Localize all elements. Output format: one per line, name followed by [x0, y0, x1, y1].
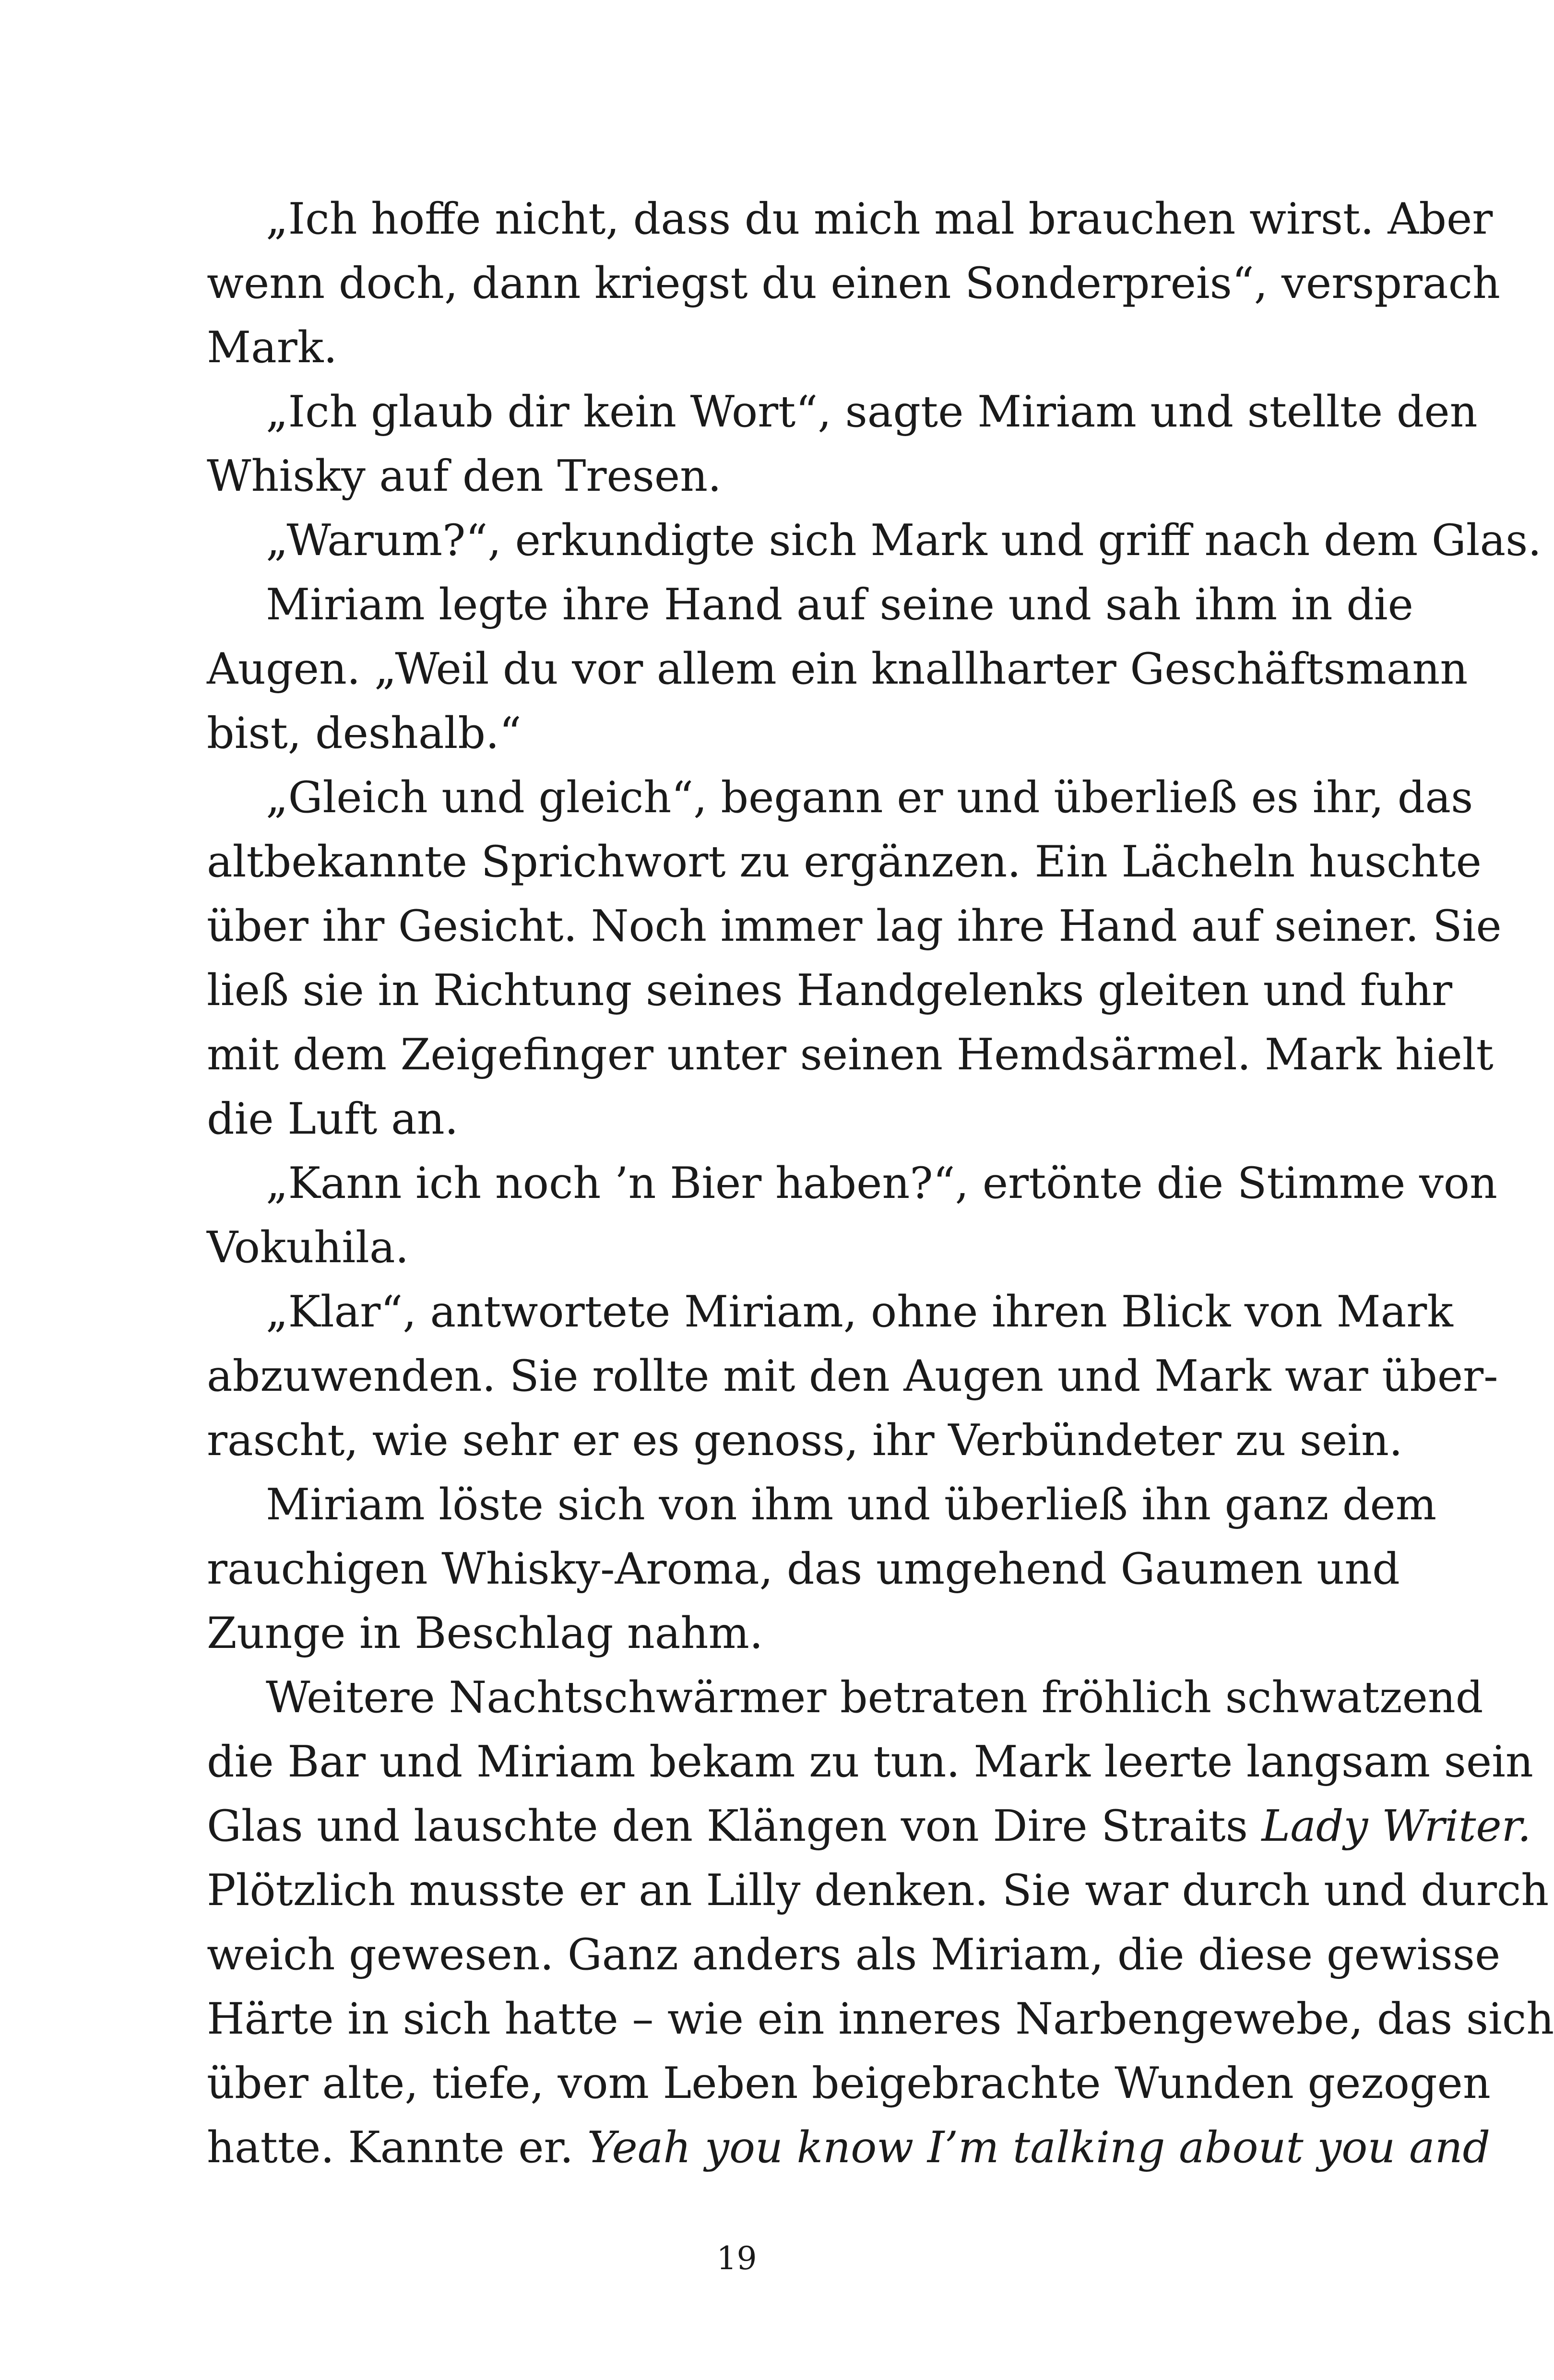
text-line: Plötzlich musste er an Lilly denken. Sie war durch und durch [207, 1865, 1549, 1916]
text-line: „Ich glaub dir kein Wort“, sagte Miriam und stellte den [266, 387, 1478, 437]
text-line: über alte, tiefe, vom Leben beigebrachte Wunden gezogen [207, 2058, 1491, 2108]
page-number: 19 [716, 2240, 757, 2277]
text-line: Vokuhila. [207, 1222, 409, 1273]
text-line: „Kann ich noch ’n Bier haben?“, ertönte die Stimme von [266, 1158, 1497, 1208]
text-line: Zunge in Beschlag nahm. [207, 1608, 763, 1658]
text-line: „Gleich und gleich“, begann er und überließ es ihr, das [266, 772, 1473, 823]
text-line: Mark. [207, 322, 337, 373]
text-line: altbekannte Sprichwort zu ergänzen. Ein Lächeln huschte [207, 837, 1482, 887]
text-line: Miriam legte ihre Hand auf seine und sah ihm in die [266, 580, 1413, 630]
song-title: Lady Writer. [1261, 1801, 1531, 1851]
text-segment: hatte. Kannte er. [207, 2122, 587, 2173]
song-lyric: Yeah you know I’m talking about you and [587, 2122, 1491, 2173]
text-line [207, 1794, 1531, 1859]
text-line: Härte in sich hatte – wie ein inneres Narbengewebe, das sich [207, 1994, 1554, 2044]
body-text [207, 187, 1554, 2180]
text-segment: Glas und lauschte den Klängen von Dire Straits [207, 1801, 1262, 1851]
text-line: Whisky auf den Tresen. [207, 451, 722, 501]
text-line: Augen. „Weil du vor allem ein knallharter Geschäftsmann [207, 644, 1468, 694]
text-line: „Klar“, antwortete Miriam, ohne ihren Blick von Mark [266, 1287, 1453, 1337]
text-line: mit dem Zeigefinger unter seinen Hemdsärmel. Mark hielt [207, 1030, 1494, 1080]
text-line: die Bar und Miriam bekam zu tun. Mark leerte langsam sein [207, 1737, 1533, 1787]
text-line: abzuwenden. Sie rollte mit den Augen und Mark war über- [207, 1351, 1498, 1401]
text-line: rascht, wie sehr er es genoss, ihr Verbündeter zu sein. [207, 1415, 1403, 1466]
text-line: ließ sie in Richtung seines Handgelenks gleiten und fuhr [207, 965, 1453, 1016]
text-line: weich gewesen. Ganz anders als Miriam, die diese gewisse [207, 1930, 1501, 1980]
text-line: „Warum?“, erkundigte sich Mark und griff nach dem Glas. [266, 515, 1542, 566]
text-line: „Ich hoffe nicht, dass du mich mal brauchen wirst. Aber [266, 194, 1493, 244]
text-line: Weitere Nachtschwärmer betraten fröhlich schwatzend [266, 1672, 1483, 1723]
text-line: die Luft an. [207, 1094, 459, 1144]
text-line: bist, deshalb.“ [207, 708, 522, 758]
text-line: rauchigen Whisky-Aroma, das umgehend Gaumen und [207, 1544, 1400, 1594]
text-line [207, 2116, 1491, 2180]
text-line: Miriam löste sich von ihm und überließ ihn ganz dem [266, 1480, 1437, 1530]
text-line: über ihr Gesicht. Noch immer lag ihre Hand auf seiner. Sie [207, 901, 1502, 951]
text-line: wenn doch, dann kriegst du einen Sonderpreis“, versprach [207, 258, 1501, 308]
